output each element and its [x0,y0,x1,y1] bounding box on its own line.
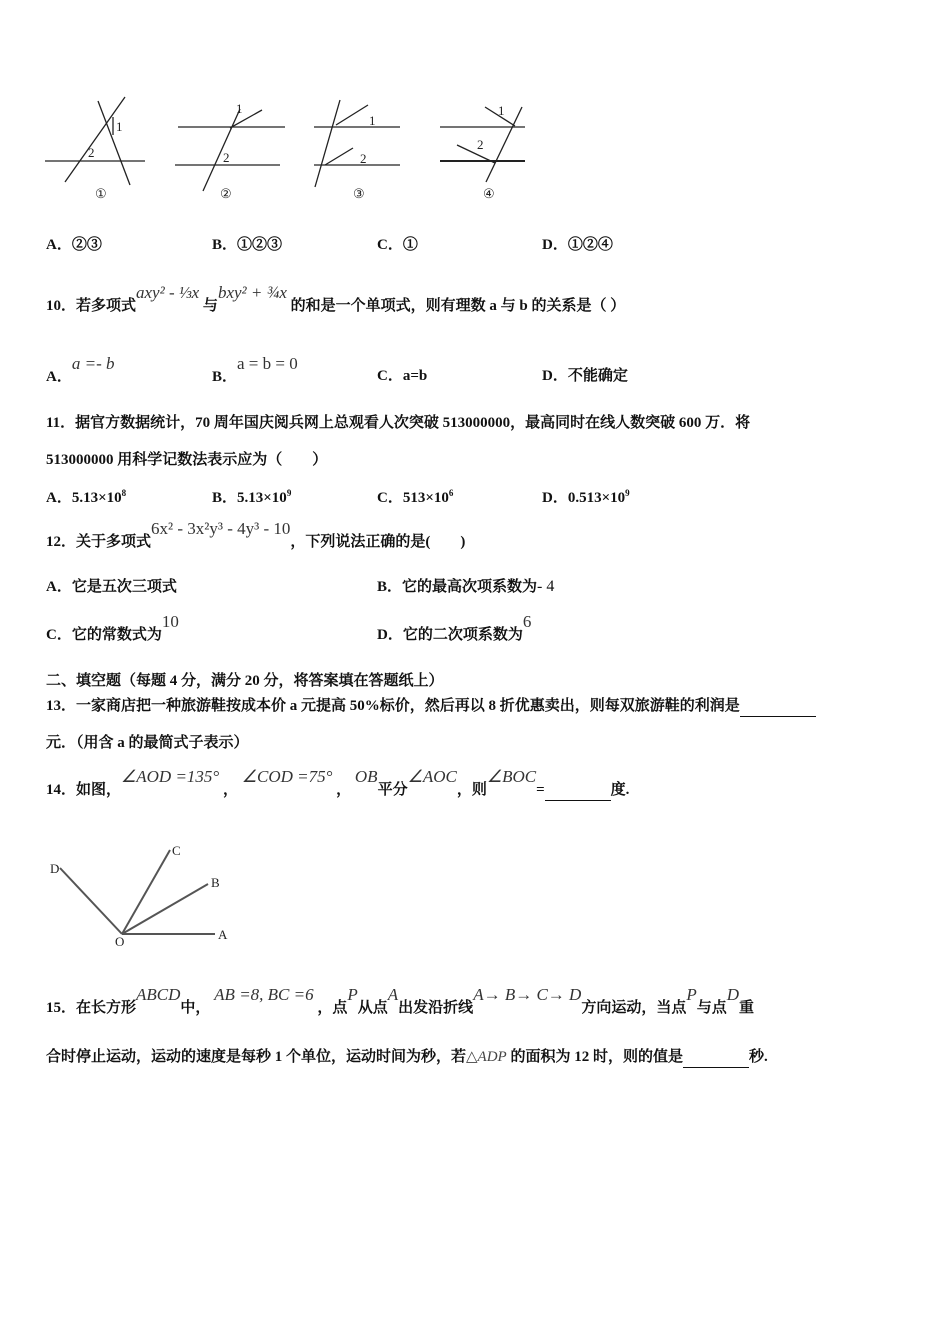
figure-caption-1: ① [95,186,107,201]
q14-text: 度. [610,782,630,798]
q15-text: 出发沿折线 [398,1000,474,1016]
q10-option-a[interactable] [46,354,115,387]
q12-suffix: ，下列说法正确的是( ) [290,534,466,550]
section-2-title: 二、填空题（每题 4 分，满分 20 分，将答案填在答题纸上） [46,673,444,689]
q14-prefix: 14．如图， [46,782,122,798]
q15-text: 合时停止运动，运动的速度是每秒 1 个单位，运动时间为秒，若 [46,1049,467,1065]
answer-blank[interactable] [683,1047,749,1068]
q10-expr1: axy² - ⅓x [136,283,200,302]
q10-option-b[interactable] [212,354,298,387]
figure-caption-2: ② [220,186,232,201]
question-13-line2: 元．（用含 a 的最简式子表示） [46,735,249,751]
q10-expr2: bxy² + ¾x [217,283,287,302]
angle-label-2: 2 [223,150,230,165]
option-label: A． [46,369,72,385]
answer-blank[interactable] [545,780,611,801]
question-10 [46,283,626,316]
q14-text: 平分 [377,782,408,798]
question-15-line1 [46,985,755,1018]
q11-option-a[interactable] [46,483,126,508]
q15-text: 15．在长方形 [46,1000,137,1016]
q14-math: OB [354,767,378,786]
angle-label-2: 2 [88,145,95,160]
q10-prefix: 10．若多项式 [46,298,137,314]
question-12 [46,519,466,552]
q11-option-c[interactable] [377,483,453,508]
parallel-lines-figures [40,95,540,205]
q12-option-d[interactable] [377,612,532,645]
angle-label-2: 2 [477,137,484,152]
angle-label-2: 2 [360,151,367,166]
option-math: - 4 [537,578,555,595]
q15-math: △ADP [466,1049,507,1065]
angle-label-1: 1 [116,119,123,134]
option-exponent: 9 [625,488,630,498]
q15-text: 秒. [748,1049,768,1065]
option-math: a =- b [71,354,115,373]
q11-option-b[interactable] [212,483,291,508]
q9-option-b[interactable]: B．①②③ [212,237,283,253]
q15-math: A→ B→ C→ D [473,985,582,1004]
q15-math: P [686,985,697,1004]
q14-text: ，则 [456,782,487,798]
q12-option-b[interactable] [377,577,554,597]
q14-math: ∠COD =75° [241,767,333,786]
q15-text: 重 [739,1000,755,1016]
option-exponent: 6 [448,488,454,498]
option-text: B．5.13×10 [212,490,287,506]
point-label-o: O [115,934,125,949]
q12-option-a[interactable]: A．它是五次三项式 [46,579,177,595]
q14-math: ∠BOC [486,767,537,786]
q11-option-d[interactable] [542,483,630,508]
question-14: 14．如图，∠AOD =135° ， ∠COD =75° ， OB平分∠AOC，则∠BOC= 度. [46,779,629,801]
figure-caption-4: ④ [483,186,495,201]
option-math: a = b = 0 [237,354,298,373]
q15-text: 从点 [357,1000,388,1016]
point-label-d: D [50,861,60,876]
option-exponent: 9 [286,488,292,498]
q15-math: A [387,985,399,1004]
q12-prefix: 12．关于多项式 [46,534,152,550]
q10-mid: 与 [202,298,218,314]
figure-caption-3: ③ [353,186,365,201]
q13-text: 13．一家商店把一种旅游鞋按成本价 a 元提高 50%标价，然后再以 8 折优惠卖出，则每双旅游鞋的利润是 [46,698,740,714]
q15-math: D [726,985,740,1004]
point-label-a: A [218,927,228,942]
figure-1 [45,97,145,185]
q14-math: ∠AOC [407,767,457,786]
angle-label-1: 1 [369,113,376,128]
angle-label-1: 1 [236,101,243,116]
figure-2 [175,109,285,191]
q9-option-a[interactable]: A．②③ [46,237,102,253]
point-label-b: B [211,875,220,890]
q9-option-c[interactable]: C．① [377,237,418,253]
q10-option-c[interactable]: C．a=b [377,368,428,384]
figure-3 [314,100,400,187]
q15-text: 与点 [696,1000,727,1016]
q10-suffix: 的和是一个单项式，则有理数 a 与 b 的关系是（ ） [290,298,626,314]
option-math: 10 [161,612,179,631]
option-exponent: 8 [121,488,127,498]
question-13-line1 [46,696,816,717]
q15-text: 中， [180,1000,211,1016]
option-text: C．513×10 [377,490,449,506]
q15-text: ，点 [317,1000,348,1016]
q12-expr: 6x² - 3x²y³ - 4y³ - 10 [151,519,291,538]
q9-option-d[interactable]: D．①②④ [542,237,613,253]
question-11-line1: 11．据官方数据统计，70 周年国庆阅兵网上总观看人次突破 513000000，最高同时在线人数突破 600 万．将 [46,415,751,431]
q14-math: ∠AOD =135° [121,767,220,786]
question-11-line2: 513000000 用科学记数法表示应为（ ） [46,452,328,468]
q15-text: 方向运动，当点 [581,1000,687,1016]
option-text: B．它的最高次项系数为 [377,579,538,595]
q15-math: ABCD [136,985,181,1004]
q15-math: AB =8, BC =6 [214,985,314,1004]
option-label: B． [212,369,238,385]
q15-text: 的面积为 12 时，则的值是 [510,1049,683,1065]
answer-blank[interactable] [740,696,816,717]
q15-math: P [347,985,358,1004]
option-text: D．0.513×10 [542,490,626,506]
option-text: A．5.13×10 [46,490,122,506]
option-text: D．它的二次项系数为 [377,627,523,643]
angle-figure [45,838,245,953]
option-math: 6 [522,612,532,631]
option-text: C．它的常数式为 [46,627,162,643]
angle-label-1: 1 [498,103,505,118]
q10-option-d[interactable]: D．不能确定 [542,368,628,384]
point-label-c: C [172,843,181,858]
q12-option-c[interactable] [46,612,179,645]
question-15-line2 [46,1047,768,1068]
q14-text: = [536,782,545,798]
